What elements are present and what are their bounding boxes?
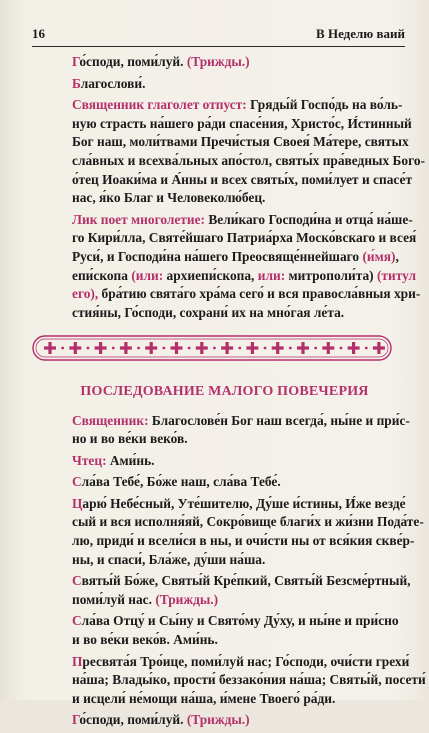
rubric-text: Г — [72, 712, 80, 728]
text-line — [72, 653, 415, 672]
rubric-text: Лик поет многолетие: — [72, 211, 209, 227]
body-text: лю, приди́ и всели́ся в ны, и очи́сти ны от вся́кия скве́р- — [72, 533, 415, 549]
body-text: сла́вных и всехва́льных апо́стол, святы́х пра́ведных Бого- — [72, 152, 425, 168]
ornament-dot-icon — [162, 347, 165, 350]
text-line — [72, 412, 415, 431]
rubric-text: С — [72, 474, 82, 490]
body-text: нас, я́ко Благ и Человеколю́бец. — [72, 190, 266, 206]
text-paragraph — [72, 452, 415, 471]
body-text: лагослови́. — [80, 75, 146, 91]
body-text: арю́ Небе́сный, Уте́шителю, Ду́ше и́стины, И́же везде́ — [82, 495, 406, 511]
body-text: Руси́, и Господи́на на́шего Преосвяще́ннейшаго — [72, 248, 363, 264]
text-line — [72, 115, 415, 134]
rubric-text: его), — [72, 286, 102, 302]
ornament-dot-icon — [340, 347, 343, 350]
ornament-dot-icon — [188, 347, 191, 350]
text-line — [72, 96, 415, 115]
body-text: ресвята́я Тро́ице, поми́луй нас; Го́споди, очи́сти грехи́ — [82, 653, 410, 669]
body-text: архиепи́скопа, — [166, 267, 258, 283]
ornament-dot-icon — [213, 347, 216, 350]
ornament-dot-icon — [112, 347, 115, 350]
text-line — [72, 53, 415, 72]
body-text: о́споди, поми́луй. — [79, 712, 187, 728]
rubric-text: (Трижды.) — [155, 591, 219, 607]
rubric-text: С — [72, 573, 82, 589]
text-line — [72, 513, 424, 532]
rubric-text: (или: — [131, 267, 167, 283]
liturgical-text-part1 — [72, 53, 425, 322]
body-text: поми́луй нас. — [72, 591, 156, 607]
text-line — [72, 248, 415, 267]
body-text: но и во ве́ки веко́в. — [72, 431, 188, 447]
text-line — [72, 75, 415, 94]
body-text: Бог наш, моли́твами Пречи́стыя Своея́ Ма́тере, святых — [72, 134, 409, 150]
ornament-dot-icon — [87, 347, 90, 350]
text-paragraph — [72, 572, 415, 609]
body-text: Вели́каго Господи́на и отца́ на́ше- — [208, 211, 413, 227]
text-paragraph — [72, 612, 415, 649]
text-line — [72, 285, 421, 304]
body-text: епи́скопа — [72, 267, 132, 283]
ornament-cross-icon — [44, 342, 56, 354]
body-text: , — [395, 248, 399, 264]
body-text: Благослове́н Бог наш всегда́, ны́не и при́с- — [151, 412, 410, 428]
text-line — [72, 631, 415, 650]
ornament-cross-icon — [196, 342, 208, 354]
text-line — [72, 711, 415, 730]
rubric-text: П — [72, 653, 83, 669]
rubric-text: Г — [72, 54, 80, 69]
text-line — [72, 495, 415, 514]
text-paragraph — [72, 473, 415, 492]
body-text: ла́ва Отцу́ и Сы́ну и Свято́му Ду́ху, и ны́не и при́сно — [81, 613, 399, 629]
cross-border-ornament-icon — [32, 335, 392, 361]
rubric-text: (титул — [376, 267, 416, 283]
text-paragraph — [72, 711, 415, 730]
text-line — [72, 612, 415, 631]
text-line — [72, 591, 415, 610]
page-content — [72, 53, 426, 733]
text-line — [72, 133, 415, 152]
running-title: В Неделю ваий — [316, 26, 405, 41]
section-title: ПОСЛЕДОВАНИЕ МАЛОГО ПОВЕЧЕРИЯ — [80, 383, 369, 399]
rubric-text: С — [72, 613, 82, 629]
ornament-cross-icon — [69, 342, 81, 354]
page-number: 16 — [32, 26, 45, 41]
ornament-dot-icon — [61, 347, 64, 350]
rubric-text: (и́мя) — [362, 248, 396, 264]
ornament-cross-icon — [145, 342, 157, 354]
ornament-cross-icon — [120, 342, 132, 354]
rubric-text: или: — [257, 267, 289, 283]
rubric-text: (Трижды.) — [186, 712, 250, 728]
ornament-dot-icon — [238, 347, 241, 350]
ornament-dot-icon — [289, 347, 292, 350]
rubric-text: (Трижды.) — [186, 54, 250, 69]
text-paragraph — [72, 653, 426, 709]
text-paragraph — [72, 495, 424, 569]
ornament-cross-icon — [171, 342, 183, 354]
ornament-cross-icon — [246, 342, 258, 354]
ornament-cross-icon — [221, 342, 233, 354]
rubric-text: Священник глаголет отпуст: — [72, 97, 251, 113]
text-paragraph — [72, 412, 415, 449]
ornament-cross-icon — [272, 342, 284, 354]
text-line — [72, 189, 415, 208]
body-text: ную страсть на́шего ра́ди спасе́ния, Христо́с, И́стинный — [72, 115, 412, 131]
body-text: и исцели́ не́мощи на́ша, и́мене Твоего́ ра́ди. — [72, 690, 336, 706]
liturgical-text-part2 — [72, 412, 426, 731]
body-text: о́тец Иоаки́ма и А́нны и всех святы́х, поми́лует и спасе́т — [72, 171, 413, 187]
ornament-cross-icon — [373, 342, 385, 354]
text-line — [72, 229, 415, 248]
text-line — [72, 572, 415, 591]
text-paragraph — [72, 96, 425, 208]
text-paragraph — [72, 53, 415, 72]
text-line — [72, 690, 415, 709]
text-line — [72, 430, 415, 449]
ornament-cross-icon — [95, 342, 107, 354]
body-text: вяты́й Бо́же, Святы́й Кре́пкий, Святы́й Безсме́ртный, — [81, 573, 411, 589]
body-text: митрополи́та) — [288, 267, 377, 283]
rubric-text: Чтец: — [72, 452, 110, 468]
text-paragraph — [72, 75, 415, 94]
text-line — [72, 473, 415, 492]
ornament-cross-icon — [297, 342, 309, 354]
body-text: на́ша; Влады́ко, прости́ беззако́ния на́ша; Святы́й, посети́ — [72, 672, 426, 688]
body-text: и во ве́ки веко́в. Ами́нь. — [72, 632, 218, 648]
ornament-dot-icon — [314, 347, 317, 350]
text-line — [72, 551, 415, 570]
rubric-text: Ц — [72, 495, 83, 511]
body-text: ла́ва Тебе́, Бо́же наш, сла́ва Тебе́. — [81, 474, 281, 490]
body-text: сый и вся исполня́яй, Сокро́вище благи́х и жи́зни Пода́те- — [72, 514, 424, 530]
body-text: Гряды́й Госпо́дь на во́ль- — [250, 97, 403, 113]
header-rule — [32, 46, 405, 47]
rubric-text: Б — [72, 75, 81, 91]
ornament-dot-icon — [365, 347, 368, 350]
body-text: Ами́нь. — [109, 452, 155, 468]
text-line — [72, 211, 415, 230]
text-line — [72, 171, 415, 190]
body-text: ны, и спаси́, Бла́же, ду́ши на́ша. — [72, 551, 266, 567]
ornament-dot-icon — [137, 347, 140, 350]
text-line — [72, 304, 415, 323]
running-header — [32, 22, 405, 42]
body-text: бра́тию свята́го хра́ма сего́ и вся правосла́вныя хри- — [101, 286, 421, 302]
text-line — [72, 452, 415, 471]
ornament-cross-icon — [348, 342, 360, 354]
body-text: го Кири́лла, Святе́йшаго Патриа́рха Моско́вскаго и всея́ — [72, 230, 417, 246]
rubric-text: Священник: — [72, 412, 152, 428]
ornament-cross-icon — [322, 342, 334, 354]
body-text: стия́ны, Го́споди, сохрани́ их на мно́гая ле́та. — [72, 304, 345, 320]
text-paragraph — [72, 211, 421, 323]
text-line — [72, 267, 415, 286]
text-line — [72, 532, 415, 551]
ornament-dot-icon — [264, 347, 267, 350]
text-line — [72, 671, 426, 690]
text-line — [72, 152, 425, 171]
body-text: о́споди, поми́луй. — [79, 54, 187, 69]
